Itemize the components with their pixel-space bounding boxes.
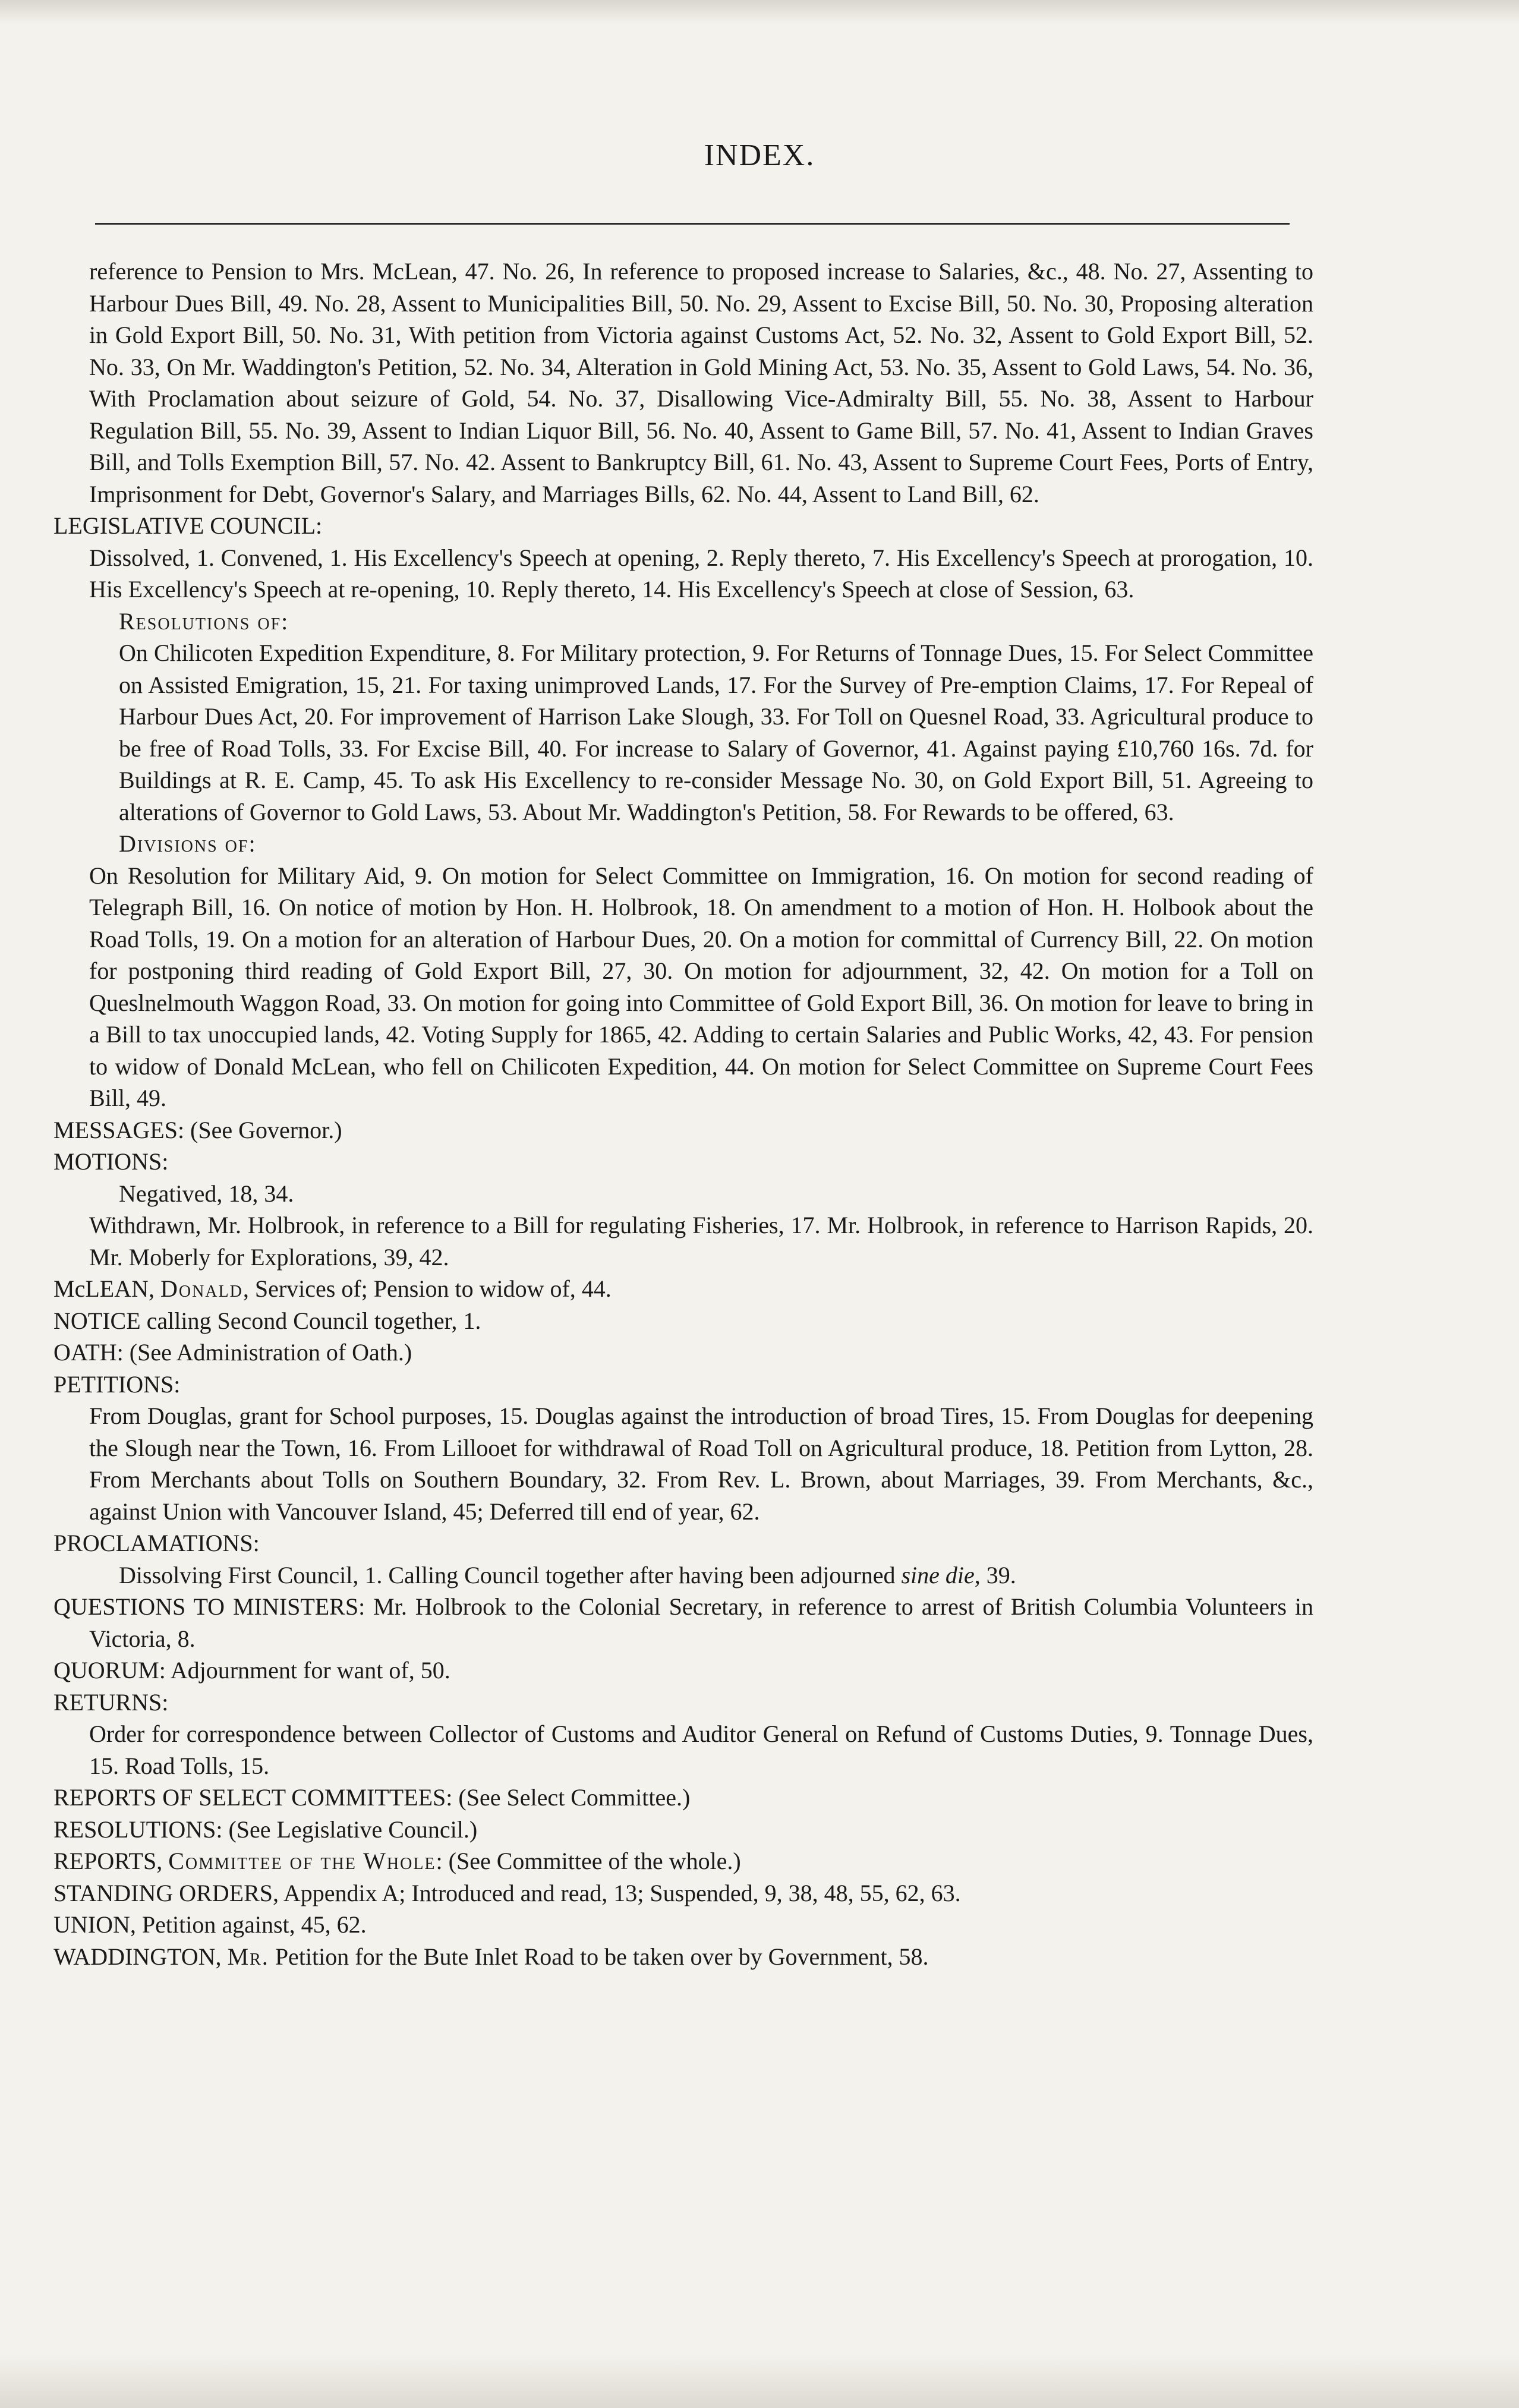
questions-entry: QUESTIONS TO MINISTERS: Mr. Holbrook to the Colonial Secretary, in reference to arrest of British Columbia Volunteers in Victoria, 8. [53,1593,1313,1652]
reports-select-entry: REPORTS OF SELECT COMMITTEES: (See Select Committee.) [53,1784,691,1811]
returns-heading: RETURNS: [53,1688,169,1716]
resolutions-entry: RESOLUTIONS: (See Legislative Council.) [53,1816,478,1843]
reports-whole-sc: Committee of the Whole [168,1848,436,1874]
proclamations-heading: PROCLAMATIONS: [53,1530,260,1556]
union-entry: UNION, Petition against, 45, 62. [53,1911,367,1938]
motions-withdrawn: Withdrawn, Mr. Holbrook, in reference to a Bill for regulating Fisheries, 17. Mr. Holbrook, in reference to Harrison Rapids, 20. Mr. Moberly for Explorations, 39, 42. [89,1212,1313,1271]
proclamations-text [53,1559,1313,1591]
mclean-name: Donald [160,1275,243,1302]
returns-text: Order for correspondence between Collector of Customs and Auditor General on Refund of Customs Duties, 9. Tonnage Dues, 15. Road Tolls, 15. [89,1720,1313,1779]
waddington-rest: Petition for the Bute Inlet Road to be taken over by Government, 58. [269,1943,929,1970]
motions-heading: MOTIONS: [53,1148,169,1175]
mclean-head: McLEAN, [53,1275,160,1302]
proclamations-text-b: , 39. [974,1561,1016,1588]
index-body [53,256,1313,1972]
messages-entry: MESSAGES: (See Governor.) [53,1116,342,1143]
page-title: INDEX. [704,138,815,172]
proclamations-sine-die: sine die [901,1561,975,1588]
waddington-sc: Mr. [227,1943,269,1970]
motions-negatived: Negatived, 18, 34. [119,1180,294,1207]
legislative-council-heading: LEGISLATIVE COUNCIL: [53,512,323,539]
notice-entry: NOTICE calling Second Council together, 1. [53,1307,481,1334]
oath-entry: OATH: (See Administration of Oath.) [53,1339,412,1366]
standing-orders-entry: STANDING ORDERS, Appendix A; Introduced and read, 13; Suspended, 9, 38, 48, 55, 62, 63. [53,1879,961,1906]
waddington-entry [53,1941,1313,1973]
reports-whole-rest: : (See Committee of the whole.) [436,1848,741,1874]
resolutions-of-heading: Resolutions of: [119,607,289,635]
reports-whole-head: REPORTS, [53,1848,169,1874]
mclean-rest: , Services of; Pension to widow of, 44. [242,1275,612,1302]
page-edge-top [0,0,1519,24]
divisions-of-heading: Divisions of: [119,830,257,857]
quorum-entry: QUORUM: Adjournment for want of, 50. [53,1657,450,1684]
petitions-text: From Douglas, grant for School purposes, 15. Douglas against the introduction of broad Tires, 15. From Douglas for deepening the Slough near the Town, 16. From Lillooet for withdrawal of Road Toll on Agricultural produce, 18. Petition from Lytton, 28. From Merchants about Tolls on Southern Boundary, 32. From Rev. L. Brown, about Marriages, 39. From Merchants, &c., against Union with Vancouver Island, 45; Deferred till end of year, 62. [89,1402,1313,1525]
governor-messages-continued: reference to Pension to Mrs. McLean, 47. No. 26, In reference to proposed increase to Salaries, &c., 48. No. 27, Assenting to Harbour Dues Bill, 49. No. 28, Assent to Municipalities Bill, 50. No. 29, Assent to Excise Bill, 50. No. 30, Proposing alteration in Gold Export Bill, 50. No. 31, With petition from Victoria against Customs Act, 52. No. 32, Assent to Gold Export Bill, 52. No. 33, On Mr. Waddington's Petition, 52. No. 34, Alteration in Gold Mining Act, 53. No. 35, Assent to Gold Laws, 54. No. 36, With Proclamation about seizure of Gold, 54. No. 37, Disallowing Vice-Admiralty Bill, 55. No. 38, Assent to Harbour Regulation Bill, 55. No. 39, Assent to Indian Liquor Bill, 56. No. 40, Assent to Game Bill, 57. No. 41, Assent to Indian Graves Bill, and Tolls Exemption Bill, 57. No. 42. Assent to Bankruptcy Bill, 61. No. 43, Assent to Supreme Court Fees, Ports of Entry, Imprisonment for Debt, Governor's Salary, and Marriages Bills, 62. No. 44, Assent to Land Bill, 62. [89,258,1313,508]
divisions-of-text: On Resolution for Military Aid, 9. On motion for Select Committee on Immigration, 16. On motion for second reading of Telegraph Bill, 16. On notice of motion by Hon. H. Holbrook, 18. On amendment to a motion of Hon. H. Holbook about the Road Tolls, 19. On a motion for an alteration of Harbour Dues, 20. On a motion for committal of Currency Bill, 22. On motion for postponing third reading of Gold Export Bill, 27, 30. On motion for adjournment, 32, 42. On motion for a Toll on Queslnelmouth Waggon Road, 33. On motion for going into Committee of Gold Export Bill, 36. On motion for leave to bring in a Bill to tax unoccupied lands, 42. Voting Supply for 1865, 42. Adding to certain Salaries and Public Works, 42, 43. For pension to widow of Donald McLean, who fell on Chilicoten Expedition, 44. On motion for Select Committee on Supreme Court Fees Bill, 49. [89,862,1313,1111]
waddington-head: WADDINGTON, [53,1943,228,1970]
reports-whole-entry [53,1845,1313,1877]
header-rule [95,223,1290,225]
resolutions-of-text: On Chilicoten Expedition Expenditure, 8. For Military protection, 9. For Returns of Tonnage Dues, 15. For Select Committee on Assisted Emigration, 15, 21. For taxing unimproved Lands, 17. For the Survey of Pre-emption Claims, 17. For Repeal of Harbour Dues Act, 20. For improvement of Harrison Lake Slough, 33. For Toll on Quesnel Road, 33. Agricultural produce to be free of Road Tolls, 33. For Excise Bill, 40. For increase to Salary of Governor, 41. Against paying £10,760 16s. 7d. for Buildings at R. E. Camp, 45. To ask His Excellency to re-consider Message No. 30, on Gold Export Bill, 51. Agreeing to alterations of Governor to Gold Laws, 53. About Mr. Waddington's Petition, 58. For Rewards to be offered, 63. [119,639,1313,825]
mclean-entry [53,1273,1313,1305]
petitions-heading: PETITIONS: [53,1370,181,1398]
legislative-council-general: Dissolved, 1. Convened, 1. His Excellency's Speech at opening, 2. Reply thereto, 7. His Excellency's Speech at prorogation, 10. His Excellency's Speech at re-opening, 10. Reply thereto, 14. His Excellency's Speech at close of Session, 63. [89,544,1313,603]
proclamations-text-a: Dissolving First Council, 1. Calling Council together after having been adjourned [119,1561,902,1588]
page-edge-bottom [0,2355,1519,2408]
